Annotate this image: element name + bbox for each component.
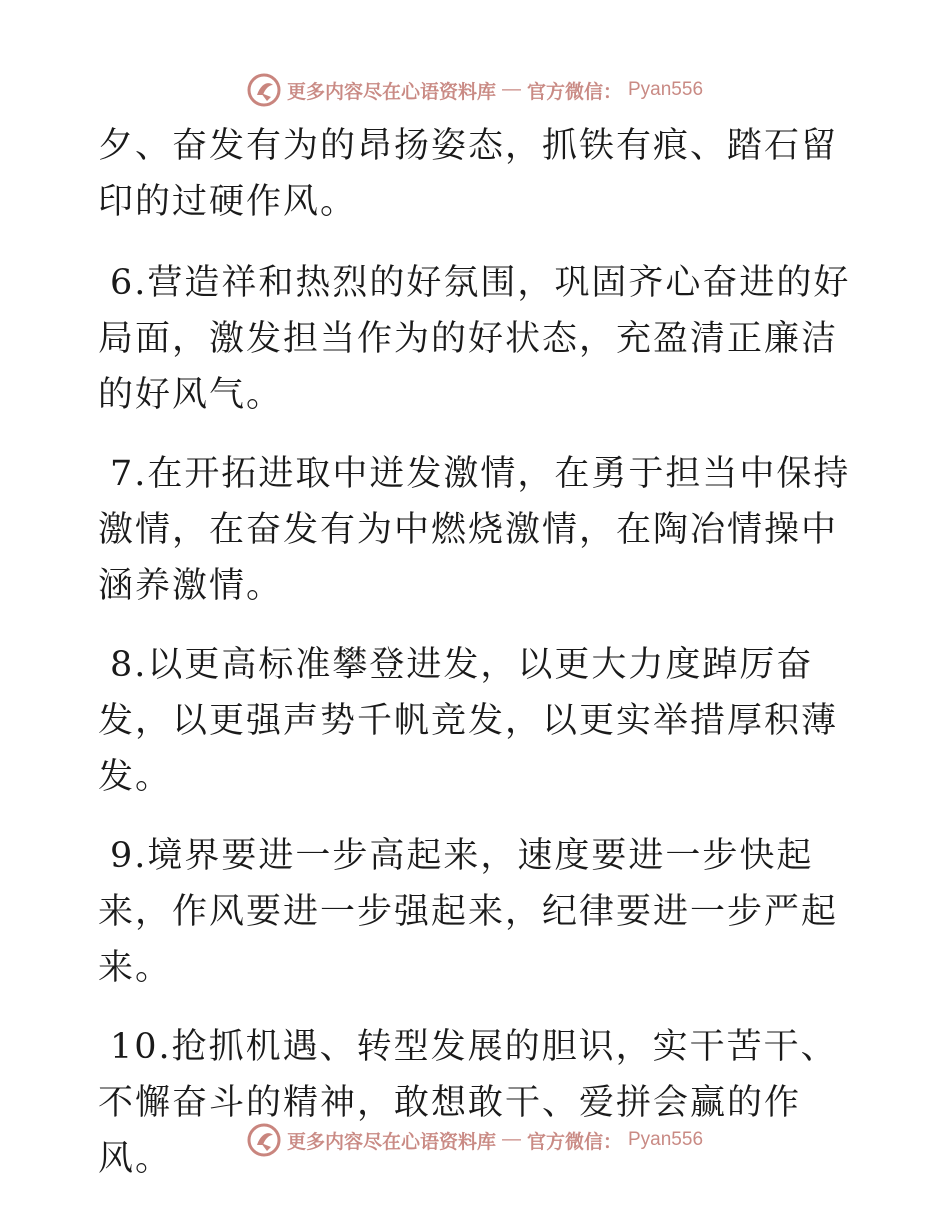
- footer-watermark: [0, 1118, 950, 1162]
- watermark-text: 更多内容尽在心语资料库: [286, 80, 496, 103]
- paragraph-text: 境界要进一步高起来，速度要进一步快起来，作风要进一步强起来，纪律要进一步严起来。: [98, 836, 839, 988]
- paragraph-text: 在开拓进取中迸发激情，在勇于担当中保持激情，在奋发有为中燃烧激情，在陶冶情操中涵养激情。: [98, 454, 851, 606]
- item-number: 9.: [110, 836, 148, 876]
- paragraph-text: 夕、奋发有为的昂扬姿态，抓铁有痕、踏石留印的过硬作风。: [98, 126, 839, 222]
- document-body: [98, 118, 868, 1210]
- brand-logo-icon: [247, 1123, 281, 1157]
- watermark-dash: —: [501, 1129, 521, 1150]
- item-number: 6.: [110, 263, 148, 303]
- watermark-dash: —: [501, 79, 521, 100]
- paragraph-continuation: [98, 118, 868, 230]
- item-number: 7.: [110, 454, 148, 494]
- watermark-wechat-id: Pyan556: [628, 79, 704, 100]
- paragraph-item-6: [98, 255, 868, 423]
- watermark-label: 官方微信：: [526, 80, 622, 103]
- paragraph-item-7: [98, 446, 868, 614]
- paragraph-text: 抢抓机遇、转型发展的胆识，实干苦干、不懈奋斗的精神，敢想敢干、爱拼会赢的作风。: [98, 1027, 838, 1179]
- header-watermark: [0, 68, 950, 112]
- brand-logo-icon: [247, 73, 281, 107]
- watermark-text: 更多内容尽在心语资料库: [286, 1130, 496, 1153]
- paragraph-text: 以更高标准攀登进发，以更大力度踔厉奋发，以更强声势千帆竞发，以更实举措厚积薄发。: [98, 645, 839, 797]
- item-number: 10.: [110, 1027, 172, 1067]
- item-number: 8.: [110, 645, 148, 685]
- watermark-wechat-id: Pyan556: [628, 1129, 704, 1150]
- paragraph-item-9: [98, 828, 868, 996]
- paragraph-text: 营造祥和热烈的好氛围，巩固齐心奋进的好局面，激发担当作为的好状态，充盈清正廉洁的好风气。: [98, 263, 851, 415]
- paragraph-item-8: [98, 637, 868, 805]
- watermark-label: 官方微信：: [526, 1130, 622, 1153]
